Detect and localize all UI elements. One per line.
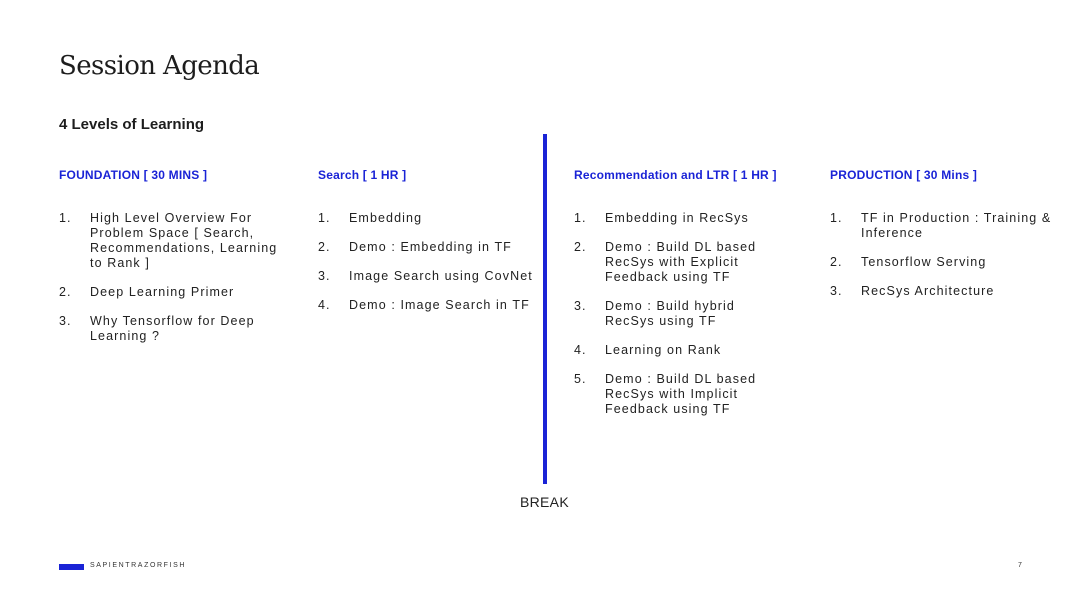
break-divider-line [543,134,547,484]
item-text: TF in Production : Training & Inference [861,211,1052,240]
agenda-list [830,211,1060,313]
item-text: Embedding [349,211,423,225]
item-number: 3. [318,269,331,283]
agenda-column-search [318,168,533,312]
column-heading: Search [ 1 HR ] [318,168,407,182]
list-item [830,284,1060,299]
item-number: 1. [59,211,72,225]
item-number: 2. [318,240,331,254]
item-text: Demo : Image Search in TF [349,298,530,312]
item-text: Why Tensorflow for Deep Learning ? [90,314,255,343]
item-text: Demo : Build DL based RecSys with Explicit Feedback using TF [605,240,757,284]
item-text: Demo : Build hybrid RecSys using TF [605,299,735,328]
item-number: 1. [574,211,587,225]
agenda-list [59,211,284,358]
item-number: 1. [830,211,843,225]
list-item [318,269,533,284]
list-item [318,211,533,226]
list-item [574,372,779,417]
column-heading: Recommendation and LTR [ 1 HR ] [574,168,777,182]
list-item [59,211,284,271]
item-text: Deep Learning Primer [90,285,235,299]
item-number: 2. [574,240,587,254]
column-heading: PRODUCTION [ 30 Mins ] [830,168,978,182]
slide-subtitle: 4 Levels of Learning [59,116,205,133]
item-number: 4. [318,298,331,312]
item-number: 5. [574,372,587,386]
agenda-column-recommendation [574,168,789,416]
list-item [574,211,779,226]
item-text: Demo : Build DL based RecSys with Implicit Feedback using TF [605,372,757,416]
list-item [59,314,284,344]
item-number: 1. [318,211,331,225]
agenda-column-foundation [59,168,284,343]
list-item [574,299,779,329]
item-number: 4. [574,343,587,357]
item-text: Embedding in RecSys [605,211,749,225]
column-heading: FOUNDATION [ 30 MINS ] [59,168,208,182]
item-text: RecSys Architecture [861,284,995,298]
agenda-list [574,211,779,431]
brand-accent-bar [59,564,84,570]
list-item [574,343,779,358]
item-text: High Level Overview For Problem Space [ Search, Recommendations, Learning to Rank ] [90,211,278,270]
slide-title: Session Agenda [59,51,260,81]
item-text: Learning on Rank [605,343,722,357]
item-number: 2. [830,255,843,269]
break-label: BREAK [520,494,569,510]
item-number: 2. [59,285,72,299]
list-item [318,240,533,255]
list-item [574,240,779,285]
item-number: 3. [574,299,587,313]
list-item [318,298,533,313]
item-number: 3. [830,284,843,298]
item-text: Demo : Embedding in TF [349,240,512,254]
list-item [59,285,284,300]
list-item [830,211,1060,241]
agenda-list [318,211,533,327]
agenda-column-production [830,168,1060,298]
brand-logo-text: SAPIENTRAZORFISH [90,562,186,569]
page-number: 7 [1018,562,1022,569]
item-text: Image Search using CovNet [349,269,533,283]
item-number: 3. [59,314,72,328]
item-text: Tensorflow Serving [861,255,987,269]
list-item [830,255,1060,270]
